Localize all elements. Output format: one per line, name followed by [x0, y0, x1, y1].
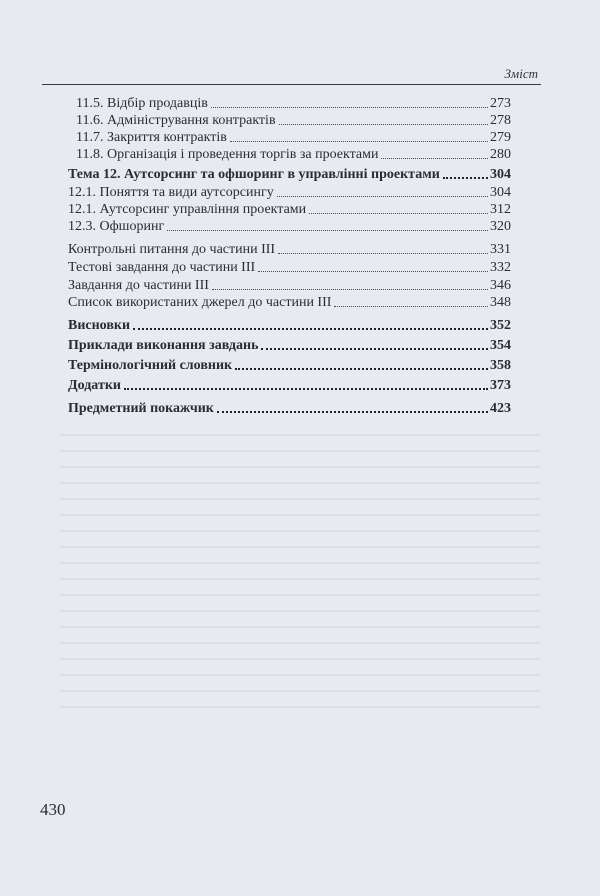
toc-entry-page: 352 [490, 318, 511, 333]
toc-entry-title: 12.1. Поняття та види аутсорсингу [68, 185, 274, 200]
toc-entry [68, 317, 511, 334]
toc-leader-dots [167, 229, 488, 231]
toc-entry-page: 423 [490, 401, 511, 416]
toc-entry-page: 304 [490, 167, 511, 182]
toc-entry-title: Завдання до частини III [68, 278, 209, 293]
toc-entry-title: Тестові завдання до частини III [68, 260, 256, 275]
toc-leader-dots [258, 270, 488, 272]
toc-entry-title: 11.5. Відбір продавців [76, 96, 208, 111]
toc-entry-title: Контрольні питання до частини III [68, 242, 276, 257]
toc-entry-page: 312 [490, 202, 511, 217]
toc-entry-title: 11.8. Організація і проведення торгів за проектами [76, 147, 379, 162]
toc-entry-page: 348 [490, 295, 511, 310]
toc-entry-page: 278 [490, 113, 511, 128]
toc-entry [76, 146, 511, 163]
toc-entry [76, 95, 511, 112]
toc-entry [68, 218, 511, 235]
toc-entry [76, 112, 511, 129]
toc-entry-title: Тема 12. Аутсорсинг та офшоринг в управлінні проектами [68, 167, 440, 182]
toc-entry [68, 294, 511, 311]
toc-entry [68, 357, 511, 374]
toc-entry-page: 304 [490, 185, 511, 200]
toc-entry-page: 320 [490, 219, 511, 234]
toc-entry-page: 331 [490, 242, 511, 257]
toc-leader-dots [309, 212, 488, 214]
toc-leader-dots [381, 157, 488, 159]
toc-entry-page: 273 [490, 96, 511, 111]
toc-leader-dots [278, 252, 488, 254]
toc-leader-dots [211, 106, 488, 108]
toc-entry-title: 12.3. Офшоринг [68, 219, 165, 234]
toc-entry-page: 332 [490, 260, 511, 275]
toc-entry [68, 400, 511, 417]
toc-leader-dots [133, 327, 488, 330]
toc-entry [68, 337, 511, 354]
page-number: 430 [40, 800, 66, 819]
toc-entry-title: Висновки [68, 318, 131, 333]
toc-entry-title: 11.6. Адміністрування контрактів [76, 113, 276, 128]
toc-entry-title: Термінологічний словник [68, 358, 233, 373]
toc-leader-dots [230, 140, 488, 142]
toc-entry-page: 346 [490, 278, 511, 293]
toc-entry-title: Приклади виконання завдань [68, 338, 259, 353]
toc-entry-title: Список використаних джерел до частини III [68, 295, 332, 310]
toc-entry-page: 373 [490, 378, 511, 393]
toc-entry-page: 280 [490, 147, 511, 162]
toc-entry-page: 279 [490, 130, 511, 145]
toc-leader-dots [443, 176, 488, 179]
toc-entry-title: 12.1. Аутсорсинг управління проектами [68, 202, 307, 217]
toc-entry-page: 354 [490, 338, 511, 353]
toc-entry-title: Предметний покажчик [68, 401, 214, 416]
toc-entry [68, 201, 511, 218]
toc-leader-dots [212, 288, 488, 290]
toc-entry [68, 241, 511, 258]
bleed-through-text [60, 420, 540, 760]
toc-entry [68, 166, 511, 183]
toc-entry-title: 11.7. Закриття контрактів [76, 130, 227, 145]
toc-leader-dots [277, 195, 488, 197]
toc-leader-dots [124, 387, 488, 390]
toc-entry [76, 129, 511, 146]
running-header-title: Зміст [504, 66, 538, 81]
toc-entry [68, 377, 511, 394]
toc-entry-page: 358 [490, 358, 511, 373]
toc-entry [68, 277, 511, 294]
toc-leader-dots [235, 367, 488, 370]
toc-leader-dots [334, 305, 488, 307]
toc-entry [68, 259, 511, 276]
toc-leader-dots [217, 410, 488, 413]
toc-entry-title: Додатки [68, 378, 121, 393]
toc-leader-dots [261, 347, 488, 350]
toc-leader-dots [279, 123, 488, 125]
toc-entry [68, 184, 511, 201]
header-rule [42, 84, 541, 85]
